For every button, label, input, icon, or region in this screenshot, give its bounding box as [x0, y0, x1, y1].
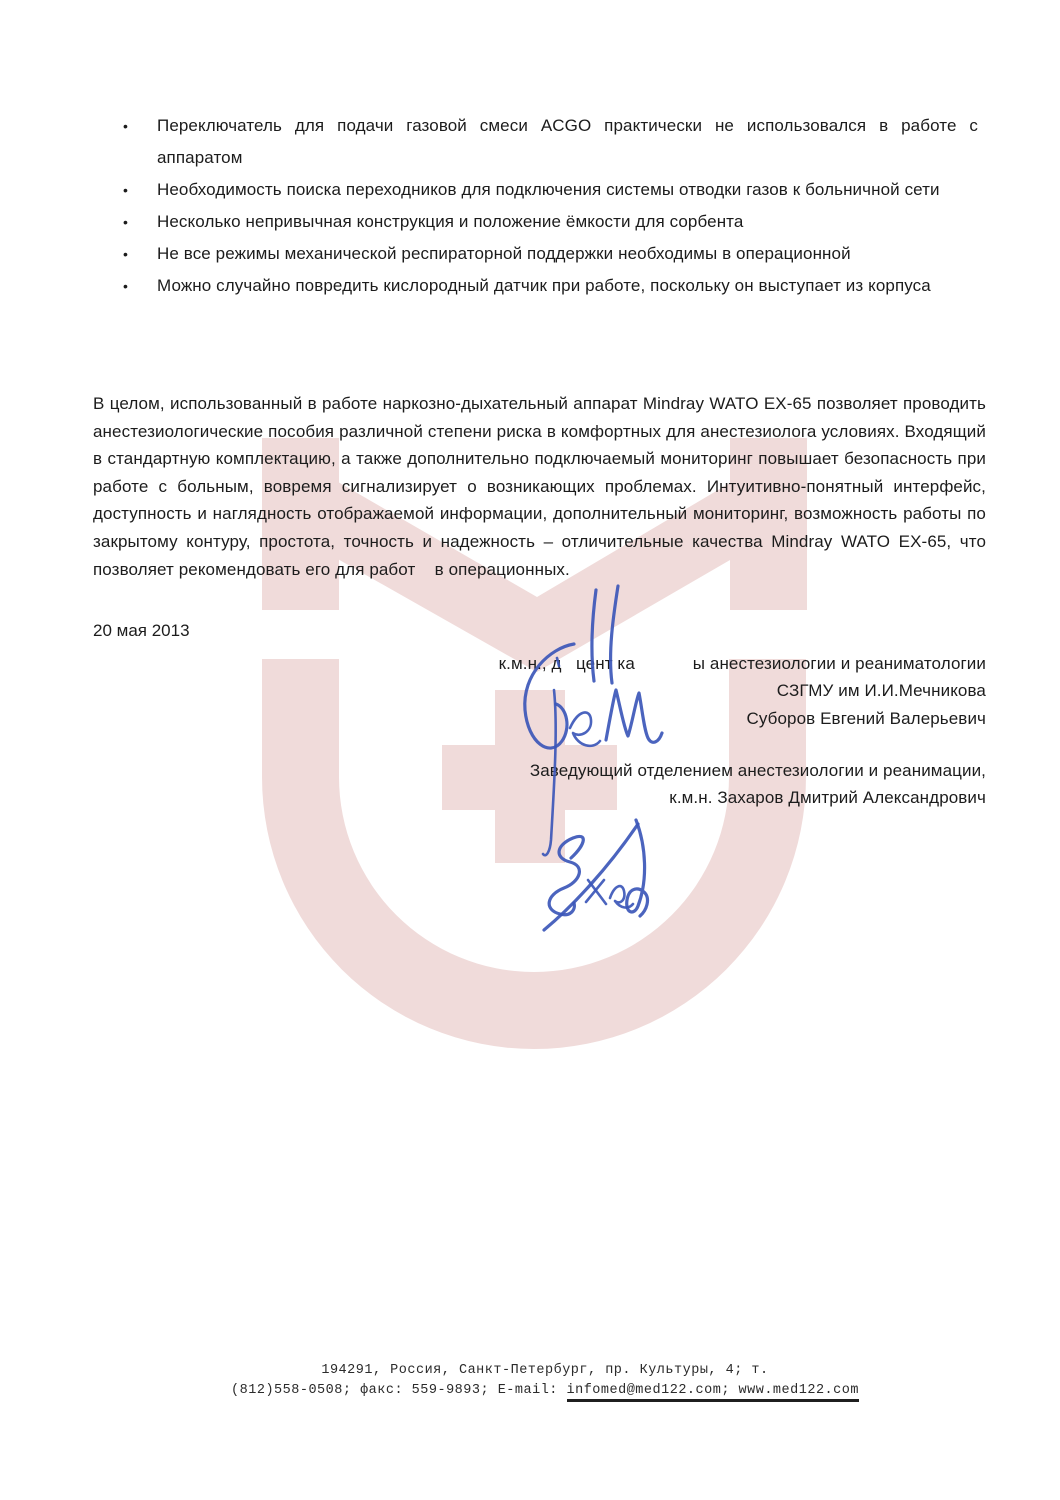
handwritten-signature-icon — [528, 798, 680, 950]
list-item — [120, 110, 978, 174]
bullet-text: Можно случайно повредить кислородный датчик при работе, поскольку он выступает из корпуса — [157, 276, 931, 295]
signature-ink-zakharov — [528, 798, 680, 950]
footer-contacts-prefix: (812)558-0508; факс: 559-9893; E-mail: — [231, 1383, 567, 1398]
bullet-icon: • — [123, 278, 128, 294]
footer-contacts — [15, 1381, 1060, 1401]
bullet-text: Несколько непривычная конструкция и положение ёмкости для сорбента — [157, 212, 744, 231]
bullet-icon: • — [123, 118, 128, 134]
summary-paragraph: В целом, использованный в работе наркозно-дыхательный аппарат Mindray WATO EX-65 позволяет проводить анестезиологические пособия различной степени риска в комфортных для анестезиолога условиях. Входящий в стандартную комплектацию, а также дополнительно подключаемый мониторинг повышает безопасность при работе с больным, вовремя сигнализирует о возникающих проблемах. Интуитивно-понятный интерфейс, доступность и наглядность отображаемой информации, дополнительный мониторинг, возможность работы по закрытому контуру, простота, точность и надежность – отличительные качества Mindray WATO EX-65, что позволяет рекомендовать его для работ в операционных. — [93, 394, 986, 579]
bullet-list — [120, 110, 978, 302]
signatory-role: к.м.н., д цент ка ы анестезиологии и реаниматологии — [498, 654, 986, 673]
signatory-role: Заведующий отделением анестезиологии и реанимации, — [529, 761, 986, 780]
signatory-name: к.м.н. Захаров Дмитрий Александрович — [669, 788, 986, 808]
list-item — [120, 270, 978, 302]
list-item — [120, 206, 978, 238]
document-date: 20 мая 2013 — [93, 621, 190, 640]
bullet-text: Не все режимы механической респираторной поддержки необходимы в операционной — [157, 244, 851, 263]
list-item — [120, 238, 978, 270]
footer — [15, 1361, 1060, 1401]
bullet-text: Переключатель для подачи газовой смеси ACGO практически не использовался в работе с аппаратом — [157, 116, 978, 167]
bullet-icon: • — [123, 214, 128, 230]
bullet-icon: • — [123, 246, 128, 262]
bullet-icon: • — [123, 182, 128, 198]
signatory-name: Суборов Евгений Валерьевич — [746, 708, 986, 728]
footer-address: 194291, Россия, Санкт-Петербург, пр. Культуры, 4; т. — [321, 1363, 769, 1378]
list-item — [120, 174, 978, 206]
footer-links: infomed@med122.com; www.med122.com — [567, 1383, 859, 1402]
bullet-text: Необходимость поиска переходников для подключения системы отводки газов к больничной сети — [157, 180, 940, 199]
signatory-organization: СЗГМУ им И.И.Мечникова — [776, 681, 986, 701]
